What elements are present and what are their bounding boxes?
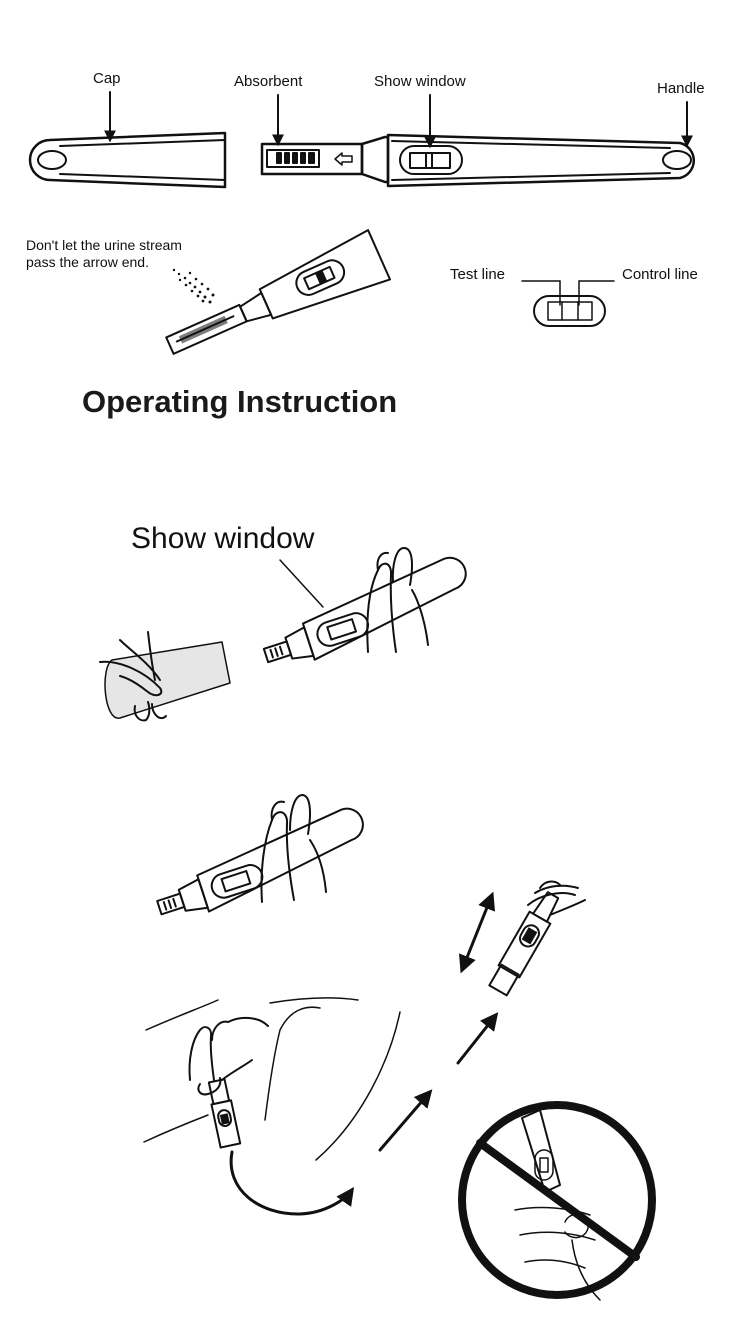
show-window-callout-line (280, 560, 323, 607)
show-window-label: Show window (374, 73, 466, 90)
step1-right-hand (367, 548, 428, 652)
test-line-label: Test line (450, 266, 506, 283)
operating-instruction-heading: Operating Instruction (82, 384, 398, 419)
cap-diagram (30, 133, 225, 187)
step1-device (255, 554, 478, 674)
prohibited-grip-illustration (515, 1110, 600, 1300)
absorbent-label: Absorbent (234, 73, 303, 90)
body-outline (144, 998, 400, 1160)
upright-device (488, 889, 564, 996)
step3-hand (189, 1018, 268, 1094)
label-pointer-arrows (110, 92, 687, 146)
absorbent-tip-diagram (262, 144, 362, 174)
handle-diagram (362, 135, 694, 186)
result-window-diagram (522, 281, 614, 326)
urine-warning-line2: pass the arrow end. (26, 254, 149, 270)
flow-arrows (231, 1015, 496, 1214)
cap-label: Cap (93, 70, 121, 87)
urine-warning-line1: Don't let the urine stream (26, 237, 182, 253)
step1-cap (105, 642, 230, 718)
prohibition-sign (462, 1105, 652, 1295)
step3-device (207, 1079, 240, 1148)
show-window-callout: Show window (131, 522, 315, 555)
step2-hand (261, 795, 326, 902)
control-line-label: Control line (622, 266, 698, 283)
urine-stream-dots (173, 269, 215, 304)
angled-test-device (160, 230, 390, 372)
handle-label: Handle (657, 80, 705, 97)
dip-direction-arrow (462, 895, 492, 970)
